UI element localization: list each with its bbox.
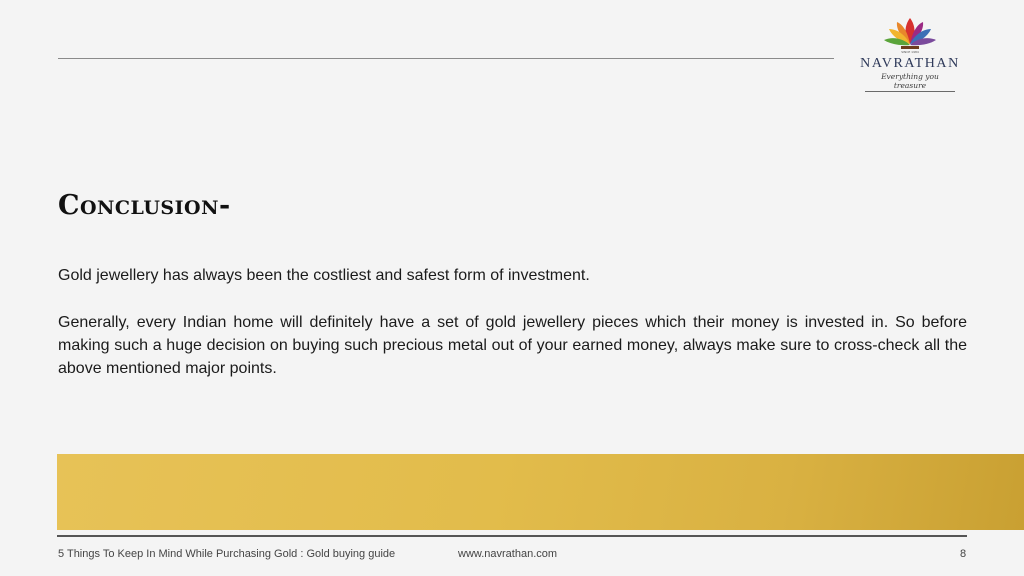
footer-page-number: 8	[960, 548, 967, 560]
navrathan-logo	[852, 16, 968, 96]
logo-tagline: Everything you treasure	[865, 72, 955, 92]
footer-divider	[57, 535, 967, 537]
lotus-icon	[880, 16, 940, 54]
paragraph-1: Gold jewellery has always been the costliest and safest form of investment.	[58, 267, 590, 284]
top-divider	[58, 58, 834, 59]
footer-website: www.navrathan.com	[458, 548, 558, 560]
paragraph-2: Generally, every Indian home will definitely have a set of gold jewellery pieces which their money is invested in. So before making such a huge decision on buying such precious metal out of your earned money, always make sure to cross-check all the above mentioned major points.	[58, 314, 967, 377]
logo-brand-name: NAVRATHAN	[860, 56, 960, 71]
slide-title: Conclusion-	[58, 190, 231, 221]
footer-doc-title: 5 Things To Keep In Mind While Purchasing Gold : Gold buying guide	[58, 548, 396, 560]
svg-text:SINCE 1984: SINCE 1984	[901, 50, 919, 54]
gold-banner	[57, 454, 1024, 530]
